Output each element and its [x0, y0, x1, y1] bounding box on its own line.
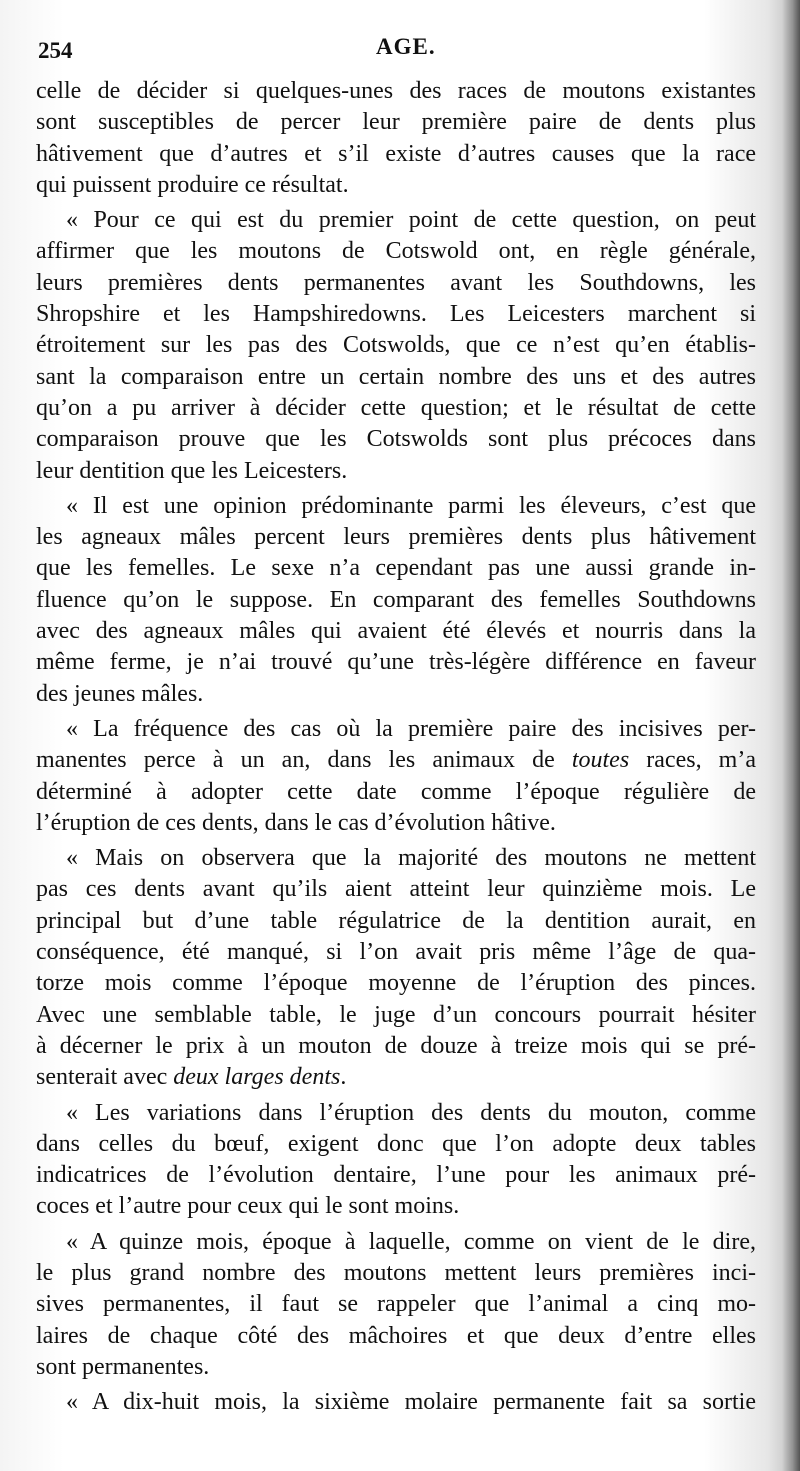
text-line: à décerner le prix à un mouton de douze à treize mois qui se pré-	[36, 1032, 756, 1059]
text-line: « Les variations dans l’éruption des dents du mouton, comme	[66, 1099, 756, 1126]
paragraph	[36, 1227, 756, 1383]
text-line: « Il est une opinion prédominante parmi les éleveurs, c’est que	[66, 492, 756, 519]
text-line: conséquence, été manqué, si l’on avait pris même l’âge de qua-	[36, 939, 756, 966]
text-line: l’éruption de ces dents, dans le cas d’évolution hâtive.	[36, 809, 556, 836]
paragraph	[36, 714, 756, 839]
page-edge-shadow	[782, 0, 800, 1471]
text-line: qu’on a pu arriver à décider cette question; et le résultat de cette	[36, 394, 756, 421]
text-line: senterait avec deux larges dents.	[36, 1064, 347, 1091]
text-line: dans celles du bœuf, exigent donc que l’on adopte deux tables	[36, 1130, 756, 1157]
paragraph	[36, 491, 756, 710]
text-line: sont permanentes.	[36, 1353, 210, 1380]
text-line: même ferme, je n’ai trouvé qu’une très-légère différence en faveur	[36, 649, 756, 676]
text-line: manentes perce à un an, dans les animaux de toutes races, m’a	[36, 747, 756, 774]
text-line: « Pour ce qui est du premier point de cette question, on peut	[66, 207, 756, 234]
paragraph	[36, 843, 756, 1093]
text-line: laires de chaque côté des mâchoires et que deux d’entre elles	[36, 1322, 756, 1349]
paragraph	[36, 76, 756, 201]
text-line: leur dentition que les Leicesters.	[36, 457, 348, 484]
paragraph	[36, 1098, 756, 1223]
text-line: Shropshire et les Hampshiredowns. Les Leicesters marchent si	[36, 301, 756, 328]
text-line: leurs premières dents permanentes avant les Southdowns, les	[36, 269, 756, 296]
text-line: étroitement sur les pas des Cotswolds, que ce n’est qu’en établis-	[36, 332, 756, 359]
text-line: coces et l’autre pour ceux qui le sont moins.	[36, 1193, 460, 1220]
text-line: avec des agneaux mâles qui avaient été élevés et nourris dans la	[36, 618, 756, 645]
text-line: sont susceptibles de percer leur première paire de dents plus	[36, 109, 756, 136]
paragraph	[36, 205, 756, 487]
text-line: indicatrices de l’évolution dentaire, l’une pour les animaux pré-	[36, 1162, 756, 1189]
body-text	[36, 76, 756, 1418]
text-line: des jeunes mâles.	[36, 680, 204, 707]
text-line: pas ces dents avant qu’ils aient atteint leur quinzième mois. Le	[36, 876, 756, 903]
text-line: « La fréquence des cas où la première paire des incisives per-	[66, 715, 756, 742]
text-line: les agneaux mâles percent leurs premières dents plus hâtivement	[36, 524, 756, 551]
text-line: celle de décider si quelques-unes des races de moutons existantes	[36, 78, 756, 104]
text-line: comparaison prouve que les Cotswolds sont plus précoces dans	[36, 426, 756, 453]
page-header	[36, 30, 756, 76]
running-title: AGE.	[376, 34, 436, 59]
page-number: 254	[38, 38, 73, 63]
text-line: affirmer que les moutons de Cotswold ont, en règle générale,	[36, 238, 756, 265]
text-line: hâtivement que d’autres et s’il existe d’autres causes que la race	[36, 140, 756, 167]
text-line: que les femelles. Le sexe n’a cependant pas une aussi grande in-	[36, 555, 756, 582]
text-line: sives permanentes, il faut se rappeler que l’animal a cinq mo-	[36, 1291, 756, 1318]
text-line: « A dix-huit mois, la sixième molaire permanente fait sa sortie	[66, 1389, 756, 1416]
text-line: Avec une semblable table, le juge d’un concours pourrait hésiter	[36, 1001, 756, 1028]
text-line: principal but d’une table régulatrice de la dentition aurait, en	[36, 907, 756, 934]
text-line: déterminé à adopter cette date comme l’époque régulière de	[36, 778, 756, 805]
text-line: le plus grand nombre des moutons mettent leurs premières inci-	[36, 1259, 756, 1286]
text-line: qui puissent produire ce résultat.	[36, 171, 349, 198]
paragraph	[36, 1387, 756, 1418]
text-line: fluence qu’on le suppose. En comparant des femelles Southdowns	[36, 586, 756, 613]
text-line: « A quinze mois, époque à laquelle, comme on vient de le dire,	[66, 1228, 756, 1255]
text-line: torze mois comme l’époque moyenne de l’éruption des pinces.	[36, 970, 756, 997]
text-line: sant la comparaison entre un certain nombre des uns et des autres	[36, 363, 756, 390]
text-line: « Mais on observera que la majorité des moutons ne mettent	[66, 845, 756, 872]
